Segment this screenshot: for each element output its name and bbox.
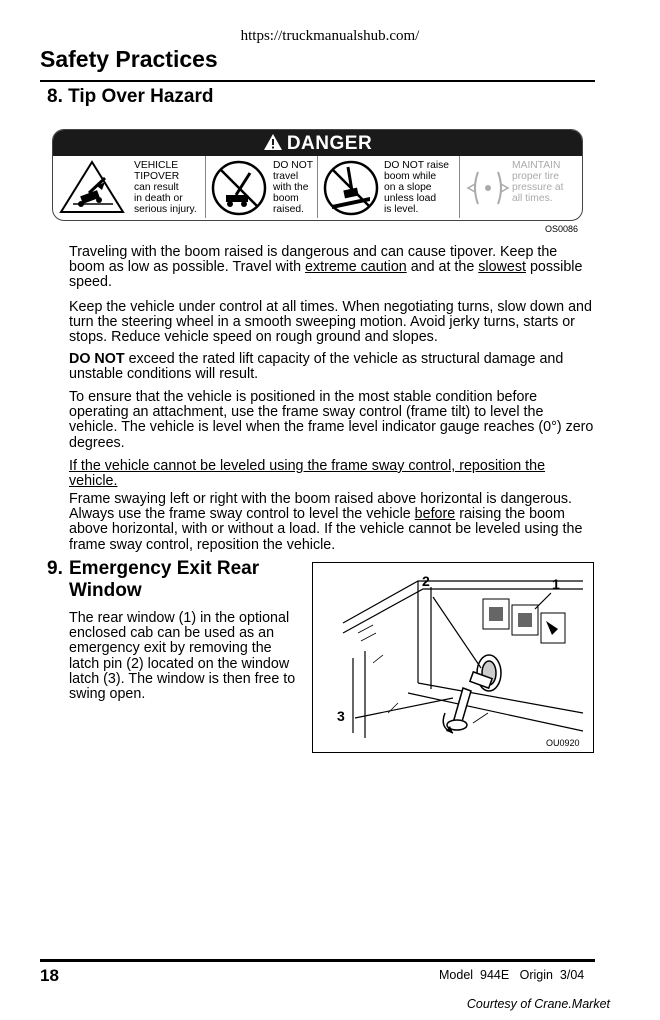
danger-panel-tire-pressure [460,156,583,218]
heading-tip-over-hazard: 8. Tip Over Hazard [47,86,214,107]
paragraph-lift-capacity [69,352,594,382]
text: Traveling with the boom raised is dangerous and can cause tipover. Keep the boom as low as possible. Travel with [69,244,558,276]
callout-1: 1 [552,576,560,592]
panel3-line: on a slope [384,182,432,193]
callout-3: 3 [337,708,345,724]
panel4-line: pressure at [512,182,564,193]
underlined-text: slowest [478,259,526,276]
danger-panel-no-raise-on-slope [318,156,460,218]
page-number: 18 [40,966,59,985]
paragraph-rear-window: The rear window (1) in the optional enclosed cab can be used as an emergency exit by removing the latch pin (2) located on the window latch (3). The window is then free to swing open. [69,610,296,703]
text: Frame swaying left or right with the boom raised above horizontal is dangerous. Always use the frame sway control to level the vehicle [69,491,573,523]
no-travel-boom-raised-icon [210,159,268,217]
heading-number: 9. [47,558,63,579]
panel4-line: proper tire [512,171,559,182]
text: possible speed. [69,259,583,291]
panel1-line: serious injury. [134,204,197,215]
panel2-line: boom [273,193,299,204]
model-origin: Model 944E Origin 3/04 [439,968,585,982]
panel2-line: travel [273,171,299,182]
danger-word: DANGER [286,133,373,154]
panel2-line: raised. [273,204,304,215]
danger-label [52,129,583,221]
text: and at the [406,259,479,276]
paragraph-frame-sway [69,492,599,553]
callout-2: 2 [422,573,430,589]
paragraph-frame-level: To ensure that the vehicle is positioned in the most stable condition before operating an attachment, use the frame sway control (frame tilt) to level the vehicle. The vehicle is level when the frame level indicator gauge reaches (0°) zero degrees. [69,389,594,451]
panel2-line: with the [273,182,309,193]
window-latch-illustration [313,563,592,751]
underlined-text: before [414,506,456,523]
text: exceed the rated lift capacity of the vehicle as structural damage and unstable conditions will result. [69,351,564,383]
danger-panel-no-travel [206,156,318,218]
title-divider [40,80,595,82]
footer-divider [40,959,595,962]
text: raising the boom above horizontal, with or without a load. If the vehicle cannot be leveled using the frame sway control, reposition the vehicle. [69,506,583,553]
heading-line: Emergency Exit Rear [69,558,260,579]
warning-triangle-icon [263,133,283,151]
panel4-line: all times. [512,193,553,204]
panel3-line: boom while [384,171,437,182]
figure-code: OU0920 [546,738,580,748]
no-raise-boom-on-slope-icon [322,159,380,217]
heading-line: Window [69,580,142,601]
danger-header [53,130,582,156]
panel3-line: is level. [384,204,419,215]
tipover-warning-icon [59,160,125,214]
figure-rear-window-latch [312,562,594,753]
paragraph-reposition: If the vehicle cannot be leveled using the frame sway control, reposition the vehicle. [69,458,546,490]
panel4-line: MAINTAIN [512,160,561,171]
label-code: OS0086 [545,224,579,234]
panel1-line: VEHICLE [134,160,179,171]
paragraph-vehicle-control: Keep the vehicle under control at all times. When negotiating turns, slow down and turn the steering wheel in a smooth sweeping motion. Avoid jerky turns, starts or stops. Reduce vehicle speed on rough ground and slopes. [69,299,592,346]
heading-emergency-exit [47,558,259,602]
courtesy-line: Courtesy of Crane.Market [466,997,610,1011]
panel3-line: unless load [384,193,437,204]
panel3-line: DO NOT raise [384,160,450,171]
page-title: Safety Practices [40,46,218,72]
paragraph-boom-travel [69,245,594,291]
tire-pressure-icon [466,166,510,210]
panel2-line: DO NOT [273,160,314,171]
source-url: https://truckmanualshub.com/ [240,28,420,44]
danger-panel-tipover [53,156,206,218]
panel1-line: can result [134,182,179,193]
bold-text: DO NOT [69,351,125,367]
panel1-line: in death or [134,193,183,204]
panel1-line: TIPOVER [134,171,180,182]
underlined-text: extreme caution [305,259,407,276]
